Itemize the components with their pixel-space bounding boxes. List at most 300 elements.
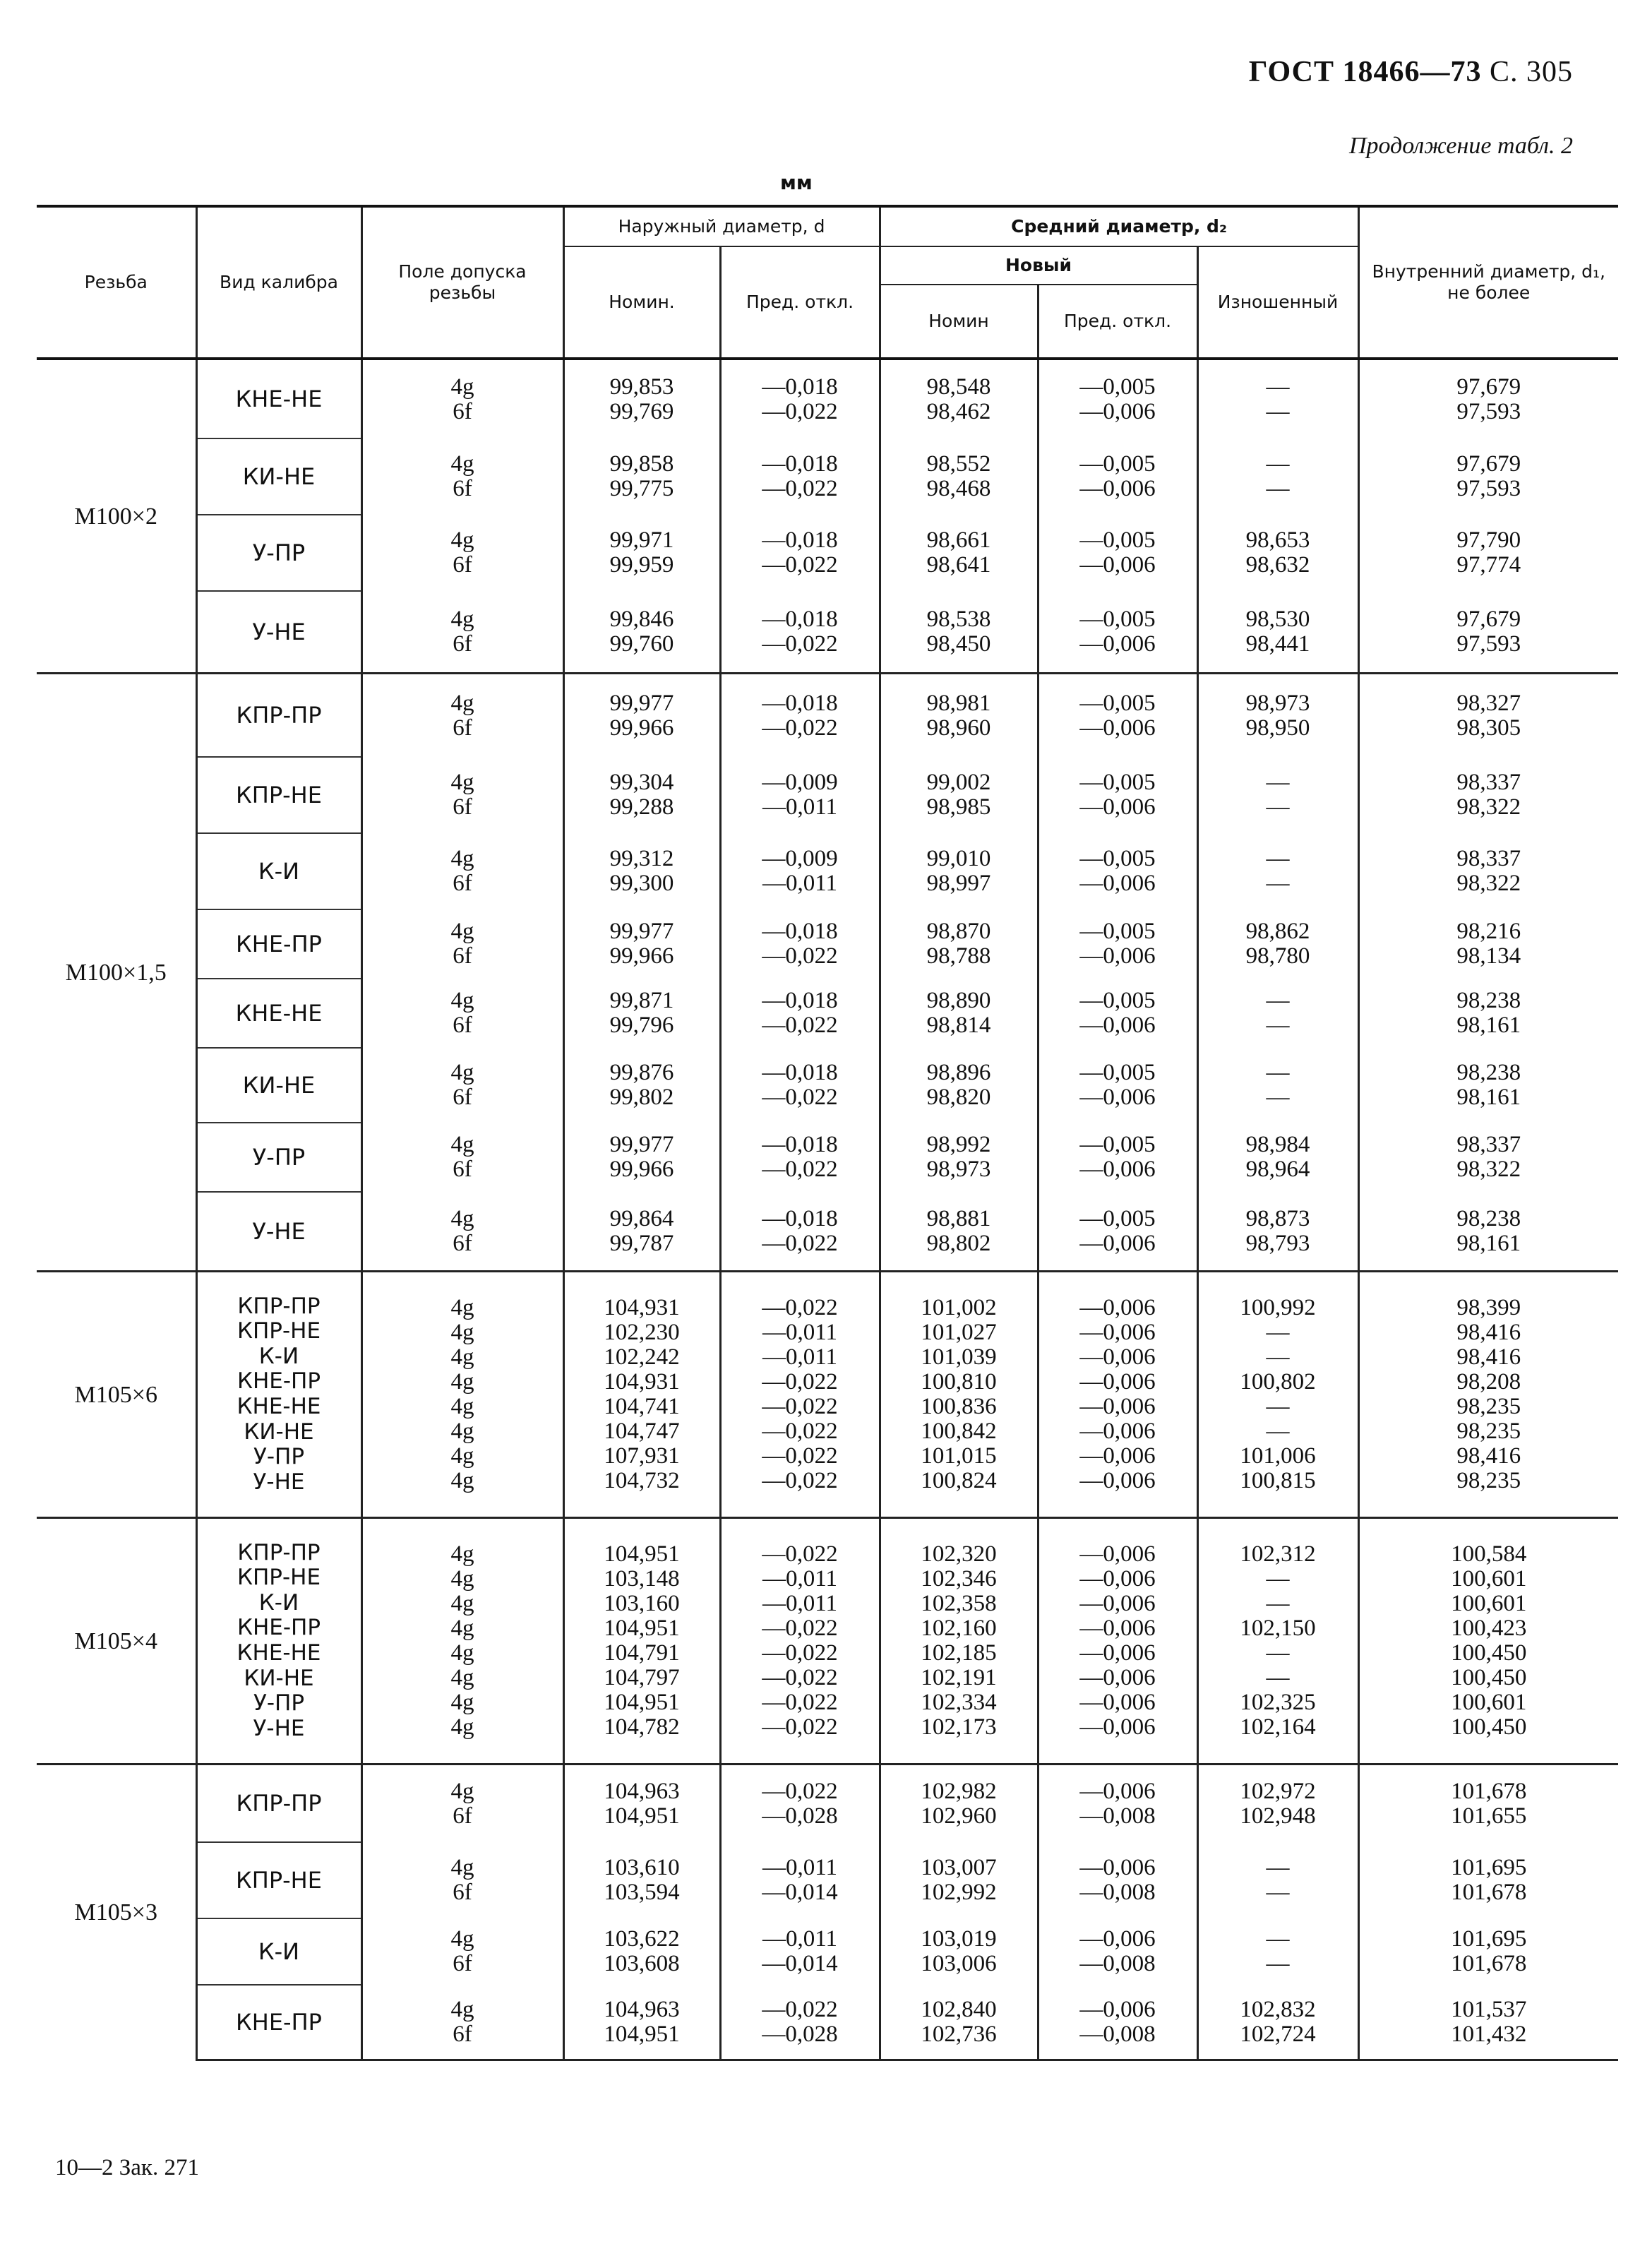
tolerance bbox=[361, 591, 563, 674]
outer-deviation-value: —0,022 bbox=[762, 715, 838, 741]
inner-diameter-value: 100,601 bbox=[1451, 1591, 1527, 1616]
table-row bbox=[37, 438, 1618, 515]
inner-diameter-value: 100,450 bbox=[1451, 1640, 1527, 1666]
worn-value bbox=[1197, 1123, 1358, 1192]
pitch-nominal-value: 102,334 bbox=[921, 1690, 997, 1715]
outer-deviation-value: —0,018 bbox=[762, 451, 838, 477]
pitch-nominal-value: 100,824 bbox=[921, 1468, 997, 1493]
pitch-deviation-value: —0,006 bbox=[1079, 1926, 1156, 1952]
worn-value-value: 98,964 bbox=[1245, 1157, 1310, 1182]
outer-nominal bbox=[563, 1518, 720, 1765]
pitch-nominal-value: 98,462 bbox=[926, 398, 991, 424]
pitch-nominal-value: 99,002 bbox=[926, 770, 991, 795]
worn-value-value: 102,972 bbox=[1240, 1778, 1316, 1804]
tolerance-value: 6f bbox=[453, 871, 472, 896]
col-gauge-type: Вид калибра bbox=[196, 206, 361, 359]
worn-value bbox=[1197, 1048, 1358, 1123]
inner-diameter-value: 97,790 bbox=[1456, 527, 1521, 553]
tolerance-value: 4g bbox=[450, 1690, 474, 1715]
pitch-nominal bbox=[880, 359, 1038, 438]
pitch-deviation bbox=[1038, 1048, 1197, 1123]
pitch-nominal-value: 102,173 bbox=[921, 1714, 997, 1740]
pitch-deviation-value: —0,005 bbox=[1079, 1060, 1156, 1085]
table-row bbox=[37, 1518, 1618, 1765]
units-label: мм bbox=[780, 171, 813, 194]
tolerance bbox=[361, 1192, 563, 1272]
worn-value-value: — bbox=[1266, 476, 1290, 501]
pitch-nominal-value: 99,010 bbox=[926, 846, 991, 871]
outer-deviation-value: —0,022 bbox=[762, 1230, 838, 1256]
outer-nominal-value: 104,931 bbox=[604, 1295, 680, 1320]
pitch-nominal-value: 100,842 bbox=[921, 1419, 997, 1444]
worn-value-value: — bbox=[1266, 770, 1290, 795]
worn-value-value: — bbox=[1266, 1855, 1290, 1880]
inner-diameter-value: 97,774 bbox=[1456, 552, 1521, 578]
pitch-nominal-value: 98,788 bbox=[926, 943, 991, 969]
inner-diameter bbox=[1358, 757, 1618, 833]
pitch-deviation-value: —0,006 bbox=[1079, 1157, 1156, 1182]
outer-deviation-value: —0,022 bbox=[762, 476, 838, 501]
outer-nominal-value: 104,791 bbox=[604, 1640, 680, 1666]
worn-value-value: 102,724 bbox=[1240, 2021, 1316, 2047]
tolerance-value: 4g bbox=[450, 770, 474, 795]
pitch-deviation-value: —0,006 bbox=[1079, 1640, 1156, 1666]
gauge-type-value: У-ПР bbox=[253, 1690, 305, 1716]
tolerance bbox=[361, 979, 563, 1048]
tolerance-value: 6f bbox=[453, 794, 472, 820]
tolerance bbox=[361, 1518, 563, 1765]
outer-deviation bbox=[720, 438, 880, 515]
gauge-type: У-НЕ bbox=[196, 1192, 361, 1272]
col-pitch-diameter: Средний диаметр, d₂ bbox=[880, 206, 1358, 246]
outer-nominal-value: 104,951 bbox=[604, 1690, 680, 1715]
pitch-deviation-value: —0,005 bbox=[1079, 374, 1156, 400]
table-row bbox=[37, 1272, 1618, 1518]
table-row bbox=[37, 909, 1618, 979]
inner-diameter bbox=[1358, 833, 1618, 909]
worn-value-value: 98,530 bbox=[1245, 606, 1310, 632]
gauge-dimensions-table bbox=[37, 205, 1618, 2061]
pitch-nominal-value: 102,160 bbox=[921, 1616, 997, 1641]
worn-value bbox=[1197, 757, 1358, 833]
pitch-deviation-value: —0,006 bbox=[1079, 1591, 1156, 1616]
inner-diameter bbox=[1358, 515, 1618, 591]
worn-value-value: — bbox=[1266, 1640, 1290, 1666]
pitch-deviation bbox=[1038, 1272, 1197, 1518]
table-row bbox=[37, 359, 1618, 438]
pitch-deviation-value: —0,006 bbox=[1079, 1443, 1156, 1469]
outer-nominal-value: 99,864 bbox=[609, 1205, 674, 1231]
outer-deviation-value: —0,022 bbox=[762, 1778, 838, 1804]
outer-nominal bbox=[563, 1048, 720, 1123]
pitch-nominal-value: 98,896 bbox=[926, 1060, 991, 1085]
inner-diameter-value: 98,416 bbox=[1456, 1443, 1521, 1469]
outer-deviation-value: —0,018 bbox=[762, 374, 838, 400]
outer-nominal-value: 99,769 bbox=[609, 398, 674, 424]
col-d-nominal: Номин. bbox=[563, 246, 720, 359]
outer-nominal-value: 102,230 bbox=[604, 1320, 680, 1345]
outer-deviation-value: —0,022 bbox=[762, 1295, 838, 1320]
gauge-type: КНЕ-ПР bbox=[196, 909, 361, 979]
table-row bbox=[37, 1985, 1618, 2060]
pitch-nominal bbox=[880, 757, 1038, 833]
gauge-type-value: КНЕ-НЕ bbox=[237, 1640, 321, 1666]
pitch-deviation-value: —0,005 bbox=[1079, 770, 1156, 795]
worn-value-value: — bbox=[1266, 1951, 1290, 1976]
pitch-deviation-value: —0,006 bbox=[1079, 1541, 1156, 1567]
tolerance-value: 6f bbox=[453, 2021, 472, 2047]
pitch-nominal-value: 98,548 bbox=[926, 374, 991, 400]
pitch-deviation-value: —0,006 bbox=[1079, 1419, 1156, 1444]
outer-nominal-value: 104,963 bbox=[604, 1778, 680, 1804]
pitch-deviation-value: —0,006 bbox=[1079, 1468, 1156, 1493]
outer-nominal-value: 99,846 bbox=[609, 606, 674, 632]
pitch-deviation bbox=[1038, 515, 1197, 591]
tolerance-value: 4g bbox=[450, 690, 474, 716]
inner-diameter-value: 98,216 bbox=[1456, 919, 1521, 944]
outer-nominal-value: 107,931 bbox=[604, 1443, 680, 1469]
outer-deviation bbox=[720, 757, 880, 833]
worn-value bbox=[1197, 1842, 1358, 1918]
outer-nominal bbox=[563, 833, 720, 909]
tolerance bbox=[361, 909, 563, 979]
gauge-type: К-И bbox=[196, 1918, 361, 1985]
pitch-deviation bbox=[1038, 1765, 1197, 1843]
col-new: Новый bbox=[880, 246, 1197, 285]
worn-value bbox=[1197, 1765, 1358, 1843]
outer-deviation-value: —0,011 bbox=[762, 1591, 838, 1616]
gauge-type: КНЕ-НЕ bbox=[196, 359, 361, 438]
worn-value bbox=[1197, 1272, 1358, 1518]
pitch-deviation-value: —0,006 bbox=[1079, 1855, 1156, 1880]
tolerance-value: 4g bbox=[450, 527, 474, 553]
tolerance-value: 4g bbox=[450, 451, 474, 477]
pitch-nominal-value: 102,358 bbox=[921, 1591, 997, 1616]
tolerance-value: 4g bbox=[450, 1566, 474, 1592]
pitch-deviation-value: —0,006 bbox=[1079, 715, 1156, 741]
pitch-deviation-value: —0,005 bbox=[1079, 606, 1156, 632]
pitch-nominal bbox=[880, 1765, 1038, 1843]
pitch-nominal bbox=[880, 515, 1038, 591]
thread-designation: M105×4 bbox=[37, 1518, 196, 1765]
pitch-nominal-value: 103,006 bbox=[921, 1951, 997, 1976]
outer-deviation bbox=[720, 1918, 880, 1985]
pitch-nominal bbox=[880, 1918, 1038, 1985]
outer-nominal bbox=[563, 1918, 720, 1985]
gauge-type: КИ-НЕ bbox=[196, 438, 361, 515]
worn-value-value: 98,653 bbox=[1245, 527, 1310, 553]
pitch-deviation-value: —0,006 bbox=[1079, 1394, 1156, 1419]
gauge-type bbox=[196, 1518, 361, 1765]
worn-value bbox=[1197, 591, 1358, 674]
outer-deviation-value: —0,014 bbox=[762, 1951, 838, 1976]
tolerance-value: 4g bbox=[450, 374, 474, 400]
pitch-deviation bbox=[1038, 909, 1197, 979]
col-inner-diameter: Внутренний диаметр, d₁, не более bbox=[1358, 206, 1618, 359]
tolerance-value: 6f bbox=[453, 1157, 472, 1182]
tolerance-value: 4g bbox=[450, 1778, 474, 1804]
tolerance-value: 4g bbox=[450, 1132, 474, 1157]
outer-nominal-value: 103,160 bbox=[604, 1591, 680, 1616]
pitch-nominal-value: 98,973 bbox=[926, 1157, 991, 1182]
pitch-nominal bbox=[880, 833, 1038, 909]
tolerance-value: 6f bbox=[453, 1880, 472, 1905]
inner-diameter-value: 98,416 bbox=[1456, 1320, 1521, 1345]
thread-designation: M100×2 bbox=[37, 359, 196, 674]
worn-value bbox=[1197, 515, 1358, 591]
pitch-deviation-value: —0,005 bbox=[1079, 1132, 1156, 1157]
pitch-deviation-value: —0,006 bbox=[1079, 1295, 1156, 1320]
outer-nominal bbox=[563, 1985, 720, 2060]
inner-diameter-value: 98,235 bbox=[1456, 1468, 1521, 1493]
pitch-nominal-value: 102,992 bbox=[921, 1880, 997, 1905]
outer-deviation-value: —0,018 bbox=[762, 1205, 838, 1231]
outer-nominal-value: 99,858 bbox=[609, 451, 674, 477]
pitch-nominal-value: 100,810 bbox=[921, 1369, 997, 1395]
outer-deviation-value: —0,022 bbox=[762, 1394, 838, 1419]
outer-deviation bbox=[720, 1985, 880, 2060]
outer-deviation-value: —0,009 bbox=[762, 770, 838, 795]
pitch-nominal-value: 98,450 bbox=[926, 631, 991, 657]
inner-diameter-value: 97,679 bbox=[1456, 451, 1521, 477]
pitch-deviation-value: —0,006 bbox=[1079, 1665, 1156, 1690]
tolerance-value: 4g bbox=[450, 1855, 474, 1880]
pitch-nominal-value: 102,346 bbox=[921, 1566, 997, 1592]
gauge-type: КНЕ-НЕ bbox=[196, 979, 361, 1048]
tolerance-value: 4g bbox=[450, 1060, 474, 1085]
gauge-type: КПР-НЕ bbox=[196, 1842, 361, 1918]
tolerance bbox=[361, 515, 563, 591]
outer-deviation-value: —0,014 bbox=[762, 1880, 838, 1905]
outer-nominal-value: 103,608 bbox=[604, 1951, 680, 1976]
worn-value-value: — bbox=[1266, 1394, 1290, 1419]
worn-value-value: 98,873 bbox=[1245, 1205, 1310, 1231]
worn-value-value: — bbox=[1266, 1665, 1290, 1690]
worn-value-value: 100,992 bbox=[1240, 1295, 1316, 1320]
outer-deviation bbox=[720, 979, 880, 1048]
worn-value-value: 98,973 bbox=[1245, 690, 1310, 716]
tolerance-value: 4g bbox=[450, 1616, 474, 1641]
outer-nominal-value: 99,966 bbox=[609, 1157, 674, 1182]
page-number: С. 305 bbox=[1489, 56, 1573, 88]
tolerance-value: 4g bbox=[450, 1926, 474, 1952]
inner-diameter-value: 97,679 bbox=[1456, 606, 1521, 632]
tolerance-value: 4g bbox=[450, 1419, 474, 1444]
pitch-nominal-value: 101,002 bbox=[921, 1295, 997, 1320]
outer-nominal-value: 99,971 bbox=[609, 527, 674, 553]
inner-diameter-value: 100,450 bbox=[1451, 1665, 1527, 1690]
pitch-deviation-value: —0,006 bbox=[1079, 1690, 1156, 1715]
pitch-nominal-value: 98,985 bbox=[926, 794, 991, 820]
inner-diameter-value: 100,601 bbox=[1451, 1690, 1527, 1715]
outer-deviation-value: —0,011 bbox=[762, 1566, 838, 1592]
worn-value-value: 98,793 bbox=[1245, 1230, 1310, 1256]
gauge-type-value: КПР-НЕ bbox=[237, 1565, 321, 1591]
col-d2-nominal: Номин bbox=[880, 285, 1038, 359]
pitch-deviation bbox=[1038, 1985, 1197, 2060]
inner-diameter bbox=[1358, 1918, 1618, 1985]
inner-diameter-value: 100,423 bbox=[1451, 1616, 1527, 1641]
tolerance-value: 4g bbox=[450, 1996, 474, 2022]
thread-designation: M105×6 bbox=[37, 1272, 196, 1518]
outer-nominal-value: 99,288 bbox=[609, 794, 674, 820]
inner-diameter bbox=[1358, 909, 1618, 979]
pitch-nominal-value: 103,007 bbox=[921, 1855, 997, 1880]
outer-nominal-value: 99,853 bbox=[609, 374, 674, 400]
outer-nominal-value: 104,963 bbox=[604, 1996, 680, 2022]
inner-diameter-value: 98,322 bbox=[1456, 1157, 1521, 1182]
worn-value bbox=[1197, 909, 1358, 979]
tolerance-value: 4g bbox=[450, 1443, 474, 1469]
outer-nominal-value: 104,747 bbox=[604, 1419, 680, 1444]
pitch-nominal-value: 102,982 bbox=[921, 1778, 997, 1804]
outer-nominal-value: 104,732 bbox=[604, 1468, 680, 1493]
inner-diameter-value: 98,208 bbox=[1456, 1369, 1521, 1395]
pitch-nominal-value: 98,997 bbox=[926, 871, 991, 896]
tolerance bbox=[361, 757, 563, 833]
worn-value-value: — bbox=[1266, 1085, 1290, 1110]
worn-value bbox=[1197, 1918, 1358, 1985]
worn-value-value: — bbox=[1266, 846, 1290, 871]
inner-diameter-value: 98,399 bbox=[1456, 1295, 1521, 1320]
pitch-nominal bbox=[880, 1123, 1038, 1192]
pitch-deviation bbox=[1038, 757, 1197, 833]
table-row bbox=[37, 1048, 1618, 1123]
outer-nominal-value: 104,951 bbox=[604, 1541, 680, 1567]
pitch-nominal-value: 101,039 bbox=[921, 1344, 997, 1370]
outer-nominal bbox=[563, 979, 720, 1048]
outer-nominal-value: 99,959 bbox=[609, 552, 674, 578]
outer-nominal bbox=[563, 591, 720, 674]
table-row bbox=[37, 515, 1618, 591]
outer-nominal bbox=[563, 438, 720, 515]
tolerance-value: 4g bbox=[450, 1541, 474, 1567]
tolerance bbox=[361, 359, 563, 438]
tolerance-value: 4g bbox=[450, 919, 474, 944]
inner-diameter-value: 101,432 bbox=[1451, 2021, 1527, 2047]
outer-nominal bbox=[563, 674, 720, 758]
pitch-nominal-value: 102,191 bbox=[921, 1665, 997, 1690]
inner-diameter-value: 98,161 bbox=[1456, 1085, 1521, 1110]
worn-value-value: 100,815 bbox=[1240, 1468, 1316, 1493]
outer-deviation-value: —0,022 bbox=[762, 1419, 838, 1444]
pitch-nominal-value: 100,836 bbox=[921, 1394, 997, 1419]
worn-value-value: — bbox=[1266, 1320, 1290, 1345]
pitch-deviation-value: —0,006 bbox=[1079, 871, 1156, 896]
tolerance-value: 6f bbox=[453, 631, 472, 657]
outer-deviation-value: —0,022 bbox=[762, 1665, 838, 1690]
pitch-deviation-value: —0,008 bbox=[1079, 1951, 1156, 1976]
pitch-deviation-value: —0,008 bbox=[1079, 1803, 1156, 1829]
pitch-deviation-value: —0,006 bbox=[1079, 1566, 1156, 1592]
gauge-type-value: У-НЕ bbox=[253, 1469, 305, 1495]
outer-deviation bbox=[720, 833, 880, 909]
outer-nominal-value: 104,797 bbox=[604, 1665, 680, 1690]
outer-nominal-value: 99,966 bbox=[609, 943, 674, 969]
inner-diameter-value: 101,655 bbox=[1451, 1803, 1527, 1829]
table-row bbox=[37, 757, 1618, 833]
inner-diameter bbox=[1358, 1123, 1618, 1192]
inner-diameter bbox=[1358, 1765, 1618, 1843]
outer-nominal bbox=[563, 1765, 720, 1843]
worn-value-value: 102,164 bbox=[1240, 1714, 1316, 1740]
pitch-nominal bbox=[880, 1518, 1038, 1765]
inner-diameter bbox=[1358, 359, 1618, 438]
pitch-nominal-value: 102,840 bbox=[921, 1996, 997, 2022]
worn-value bbox=[1197, 438, 1358, 515]
gauge-type: К-И bbox=[196, 833, 361, 909]
outer-deviation bbox=[720, 515, 880, 591]
gauge-type: КИ-НЕ bbox=[196, 1048, 361, 1123]
inner-diameter bbox=[1358, 591, 1618, 674]
pitch-nominal-value: 102,960 bbox=[921, 1803, 997, 1829]
outer-nominal-value: 99,966 bbox=[609, 715, 674, 741]
worn-value bbox=[1197, 1518, 1358, 1765]
tolerance-value: 4g bbox=[450, 1295, 474, 1320]
inner-diameter bbox=[1358, 1985, 1618, 2060]
inner-diameter-value: 101,695 bbox=[1451, 1855, 1527, 1880]
pitch-deviation-value: —0,006 bbox=[1079, 1714, 1156, 1740]
worn-value-value: — bbox=[1266, 1591, 1290, 1616]
pitch-nominal-value: 98,802 bbox=[926, 1230, 991, 1256]
worn-value-value: — bbox=[1266, 1060, 1290, 1085]
pitch-deviation-value: —0,006 bbox=[1079, 476, 1156, 501]
pitch-deviation-value: —0,006 bbox=[1079, 398, 1156, 424]
outer-deviation-value: —0,022 bbox=[762, 1013, 838, 1038]
pitch-nominal-value: 98,552 bbox=[926, 451, 991, 477]
inner-diameter-value: 98,235 bbox=[1456, 1419, 1521, 1444]
outer-deviation-value: —0,018 bbox=[762, 527, 838, 553]
pitch-nominal-value: 98,881 bbox=[926, 1205, 991, 1231]
outer-deviation bbox=[720, 1518, 880, 1765]
tolerance-value: 6f bbox=[453, 552, 472, 578]
inner-diameter-value: 98,337 bbox=[1456, 770, 1521, 795]
inner-diameter-value: 98,337 bbox=[1456, 1132, 1521, 1157]
outer-nominal-value: 99,977 bbox=[609, 1132, 674, 1157]
inner-diameter-value: 98,238 bbox=[1456, 1060, 1521, 1085]
outer-deviation-value: —0,022 bbox=[762, 1690, 838, 1715]
worn-value-value: 98,984 bbox=[1245, 1132, 1310, 1157]
gauge-type: КПР-ПР bbox=[196, 1765, 361, 1843]
outer-deviation bbox=[720, 1048, 880, 1123]
pitch-nominal bbox=[880, 1842, 1038, 1918]
gauge-type: КПР-ПР bbox=[196, 674, 361, 758]
worn-value-value: — bbox=[1266, 398, 1290, 424]
pitch-nominal bbox=[880, 1985, 1038, 2060]
gauge-type-value: КПР-ПР bbox=[237, 1293, 321, 1319]
outer-nominal-value: 103,148 bbox=[604, 1566, 680, 1592]
worn-value-value: 100,802 bbox=[1240, 1369, 1316, 1395]
pitch-deviation-value: —0,006 bbox=[1079, 1369, 1156, 1395]
tolerance-value: 4g bbox=[450, 1468, 474, 1493]
inner-diameter-value: 97,593 bbox=[1456, 398, 1521, 424]
inner-diameter-value: 101,678 bbox=[1451, 1880, 1527, 1905]
outer-nominal-value: 104,951 bbox=[604, 2021, 680, 2047]
pitch-deviation-value: —0,005 bbox=[1079, 846, 1156, 871]
gauge-type-value: КНЕ-ПР bbox=[237, 1368, 321, 1395]
outer-deviation-value: —0,022 bbox=[762, 943, 838, 969]
pitch-deviation bbox=[1038, 1518, 1197, 1765]
pitch-nominal bbox=[880, 1192, 1038, 1272]
outer-nominal-value: 99,977 bbox=[609, 690, 674, 716]
tolerance-value: 6f bbox=[453, 1013, 472, 1038]
inner-diameter bbox=[1358, 1518, 1618, 1765]
pitch-nominal-value: 103,019 bbox=[921, 1926, 997, 1952]
outer-nominal-value: 104,951 bbox=[604, 1616, 680, 1641]
inner-diameter-value: 98,161 bbox=[1456, 1013, 1521, 1038]
inner-diameter-value: 98,238 bbox=[1456, 988, 1521, 1013]
outer-deviation bbox=[720, 1272, 880, 1518]
